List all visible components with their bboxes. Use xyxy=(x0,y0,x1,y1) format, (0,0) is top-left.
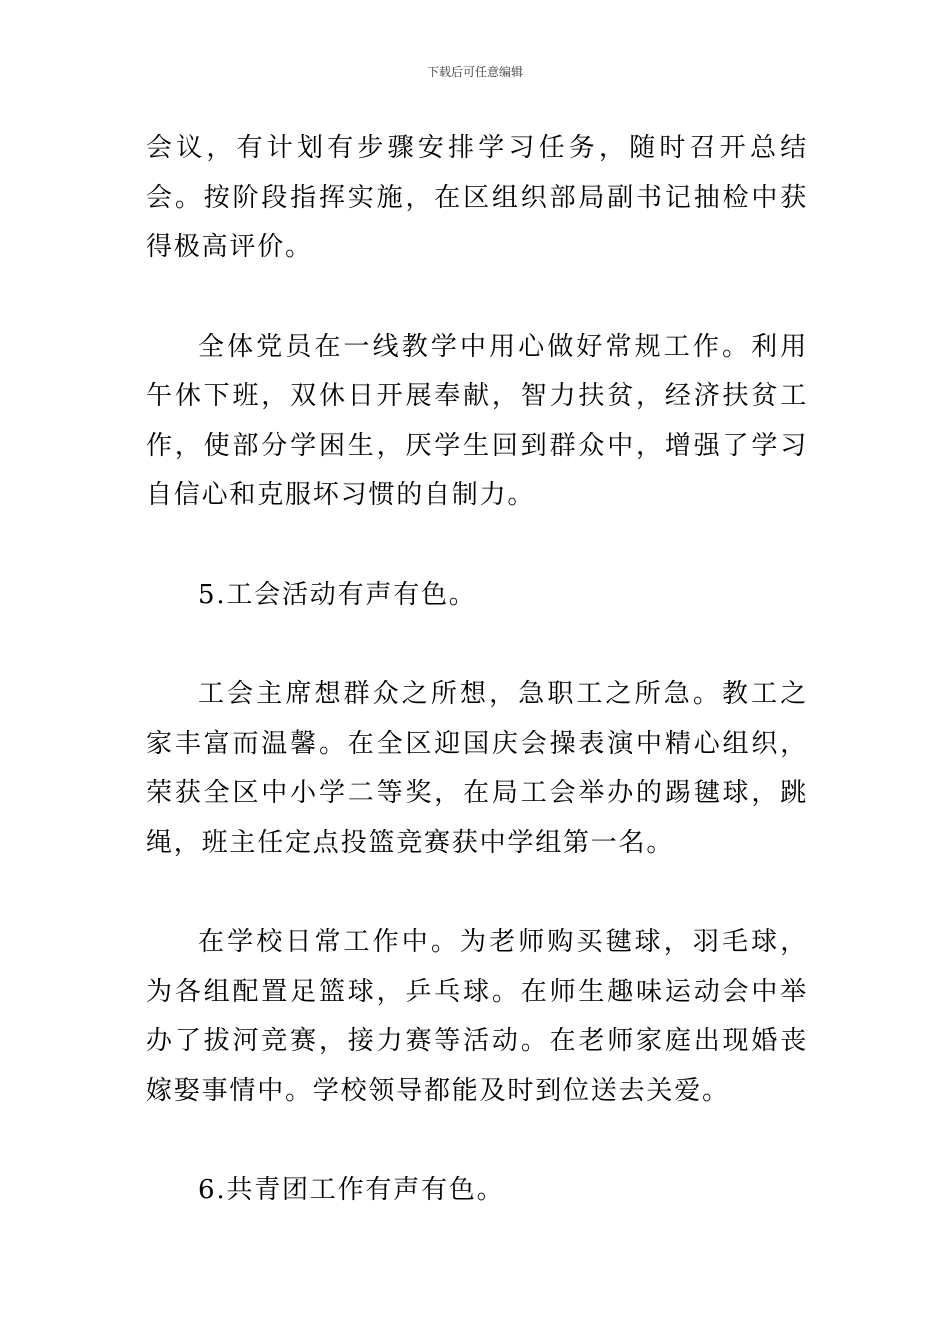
paragraph-party-members: 全体党员在一线教学中用心做好常规工作。利用午休下班，双休日开展奉献，智力扶贫，经济扶贫工作，使部分学困生，厌学生回到群众中，增强了学习自信心和克服坏习惯的自制力。 xyxy=(146,331,808,510)
paragraph-continued: 会议，有计划有步骤安排学习任务，随时召开总结会。按阶段指挥实施，在区组织部局副书记抽检中获得极高评价。 xyxy=(146,133,808,262)
paragraph-spacer xyxy=(146,521,808,571)
paragraph-spacer xyxy=(146,620,808,670)
document-body xyxy=(146,124,808,1216)
page-header: 下载后可任意编辑 xyxy=(426,65,523,79)
paragraph-spacer xyxy=(146,868,808,918)
paragraph-union-chair: 工会主席想群众之所想，急职工之所急。教工之家丰富而温馨。在全区迎国庆会操表演中精心组织，荣获全区中小学二等奖，在局工会举办的踢毽球，跳绳，班主任定点投篮竞赛获中学组第一名。 xyxy=(146,679,808,858)
paragraph-daily-work: 在学校日常工作中。为老师购买毽球，羽毛球，为各组配置足篮球，乒乓球。在师生趣味运动会中举办了拔河竞赛，接力赛等活动。在老师家庭出现婚丧嫁娶事情中。学校领导都能及时到位送去关爱。 xyxy=(146,927,808,1106)
paragraph-spacer xyxy=(146,1116,808,1166)
section-heading-youth-league: 6.共青团工作有声有色。 xyxy=(198,1175,505,1205)
section-heading-union: 5.工会活动有声有色。 xyxy=(198,579,477,610)
paragraph-spacer xyxy=(146,273,808,323)
